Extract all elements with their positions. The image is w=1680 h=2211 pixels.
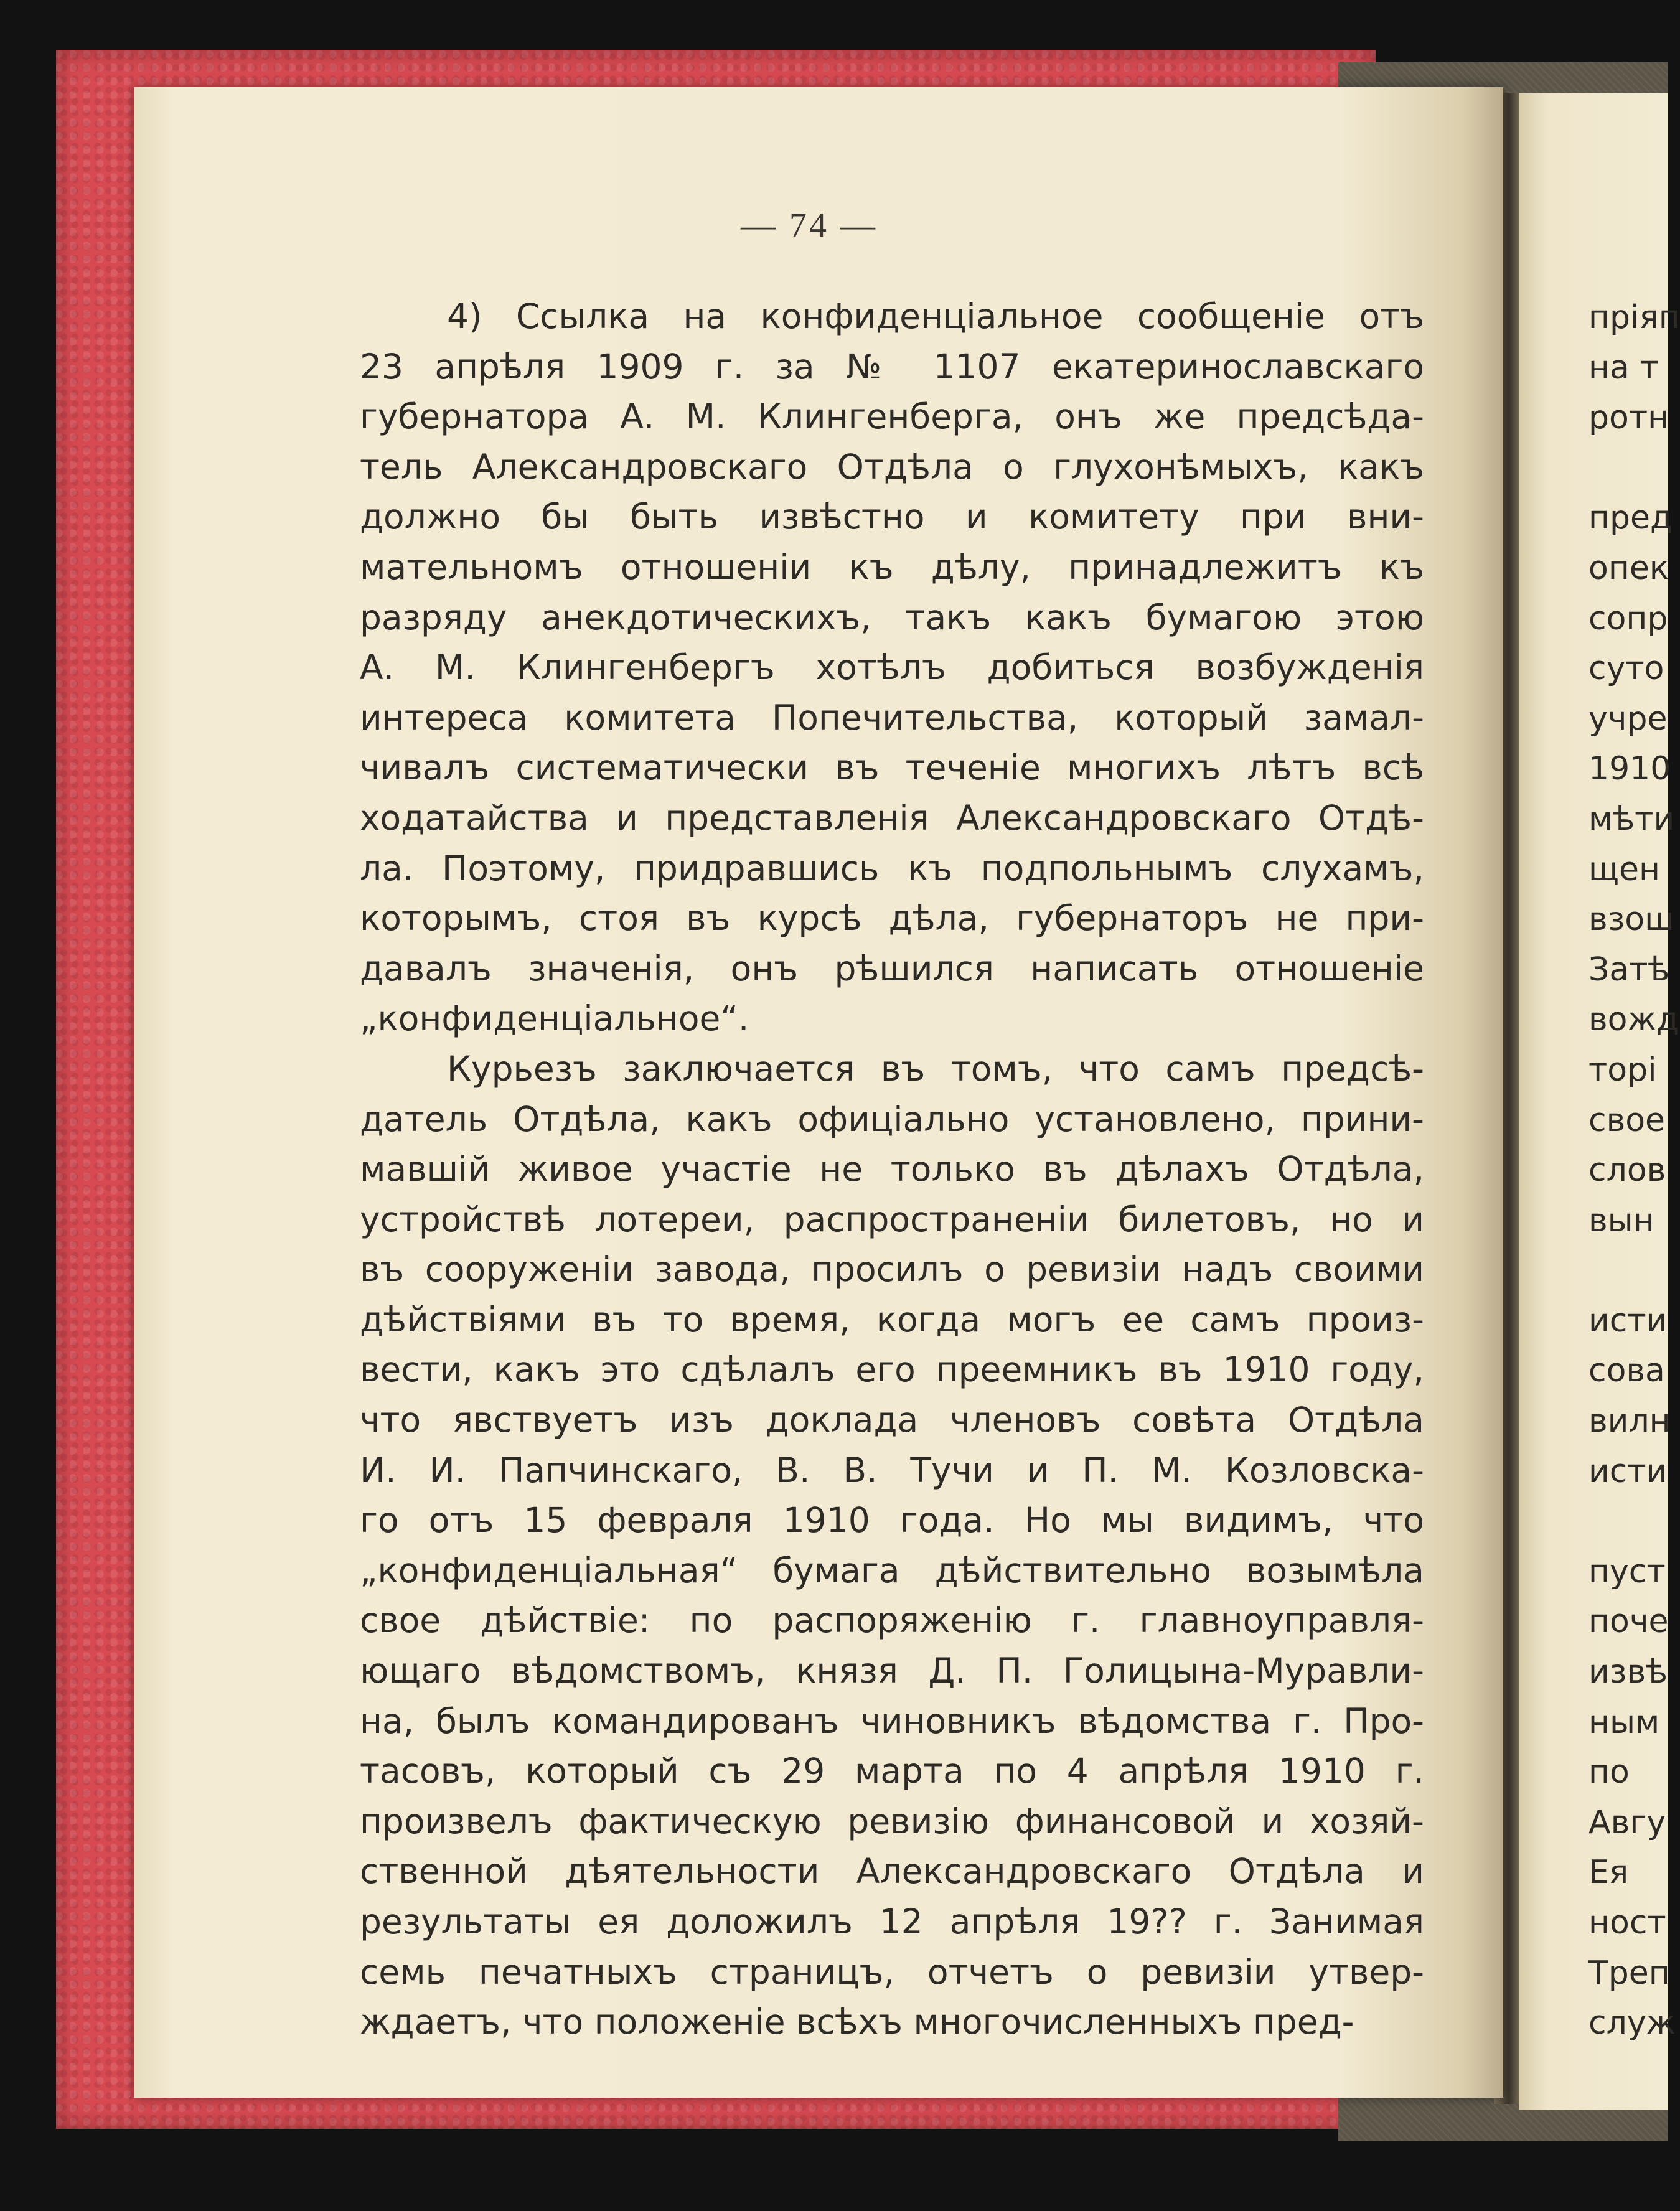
text-line: на, былъ командированъ чиновникъ вѣдомства г. Про- [360, 1701, 1424, 1741]
facing-text-line: вилн [1588, 1402, 1671, 1440]
facing-text-line: ност [1588, 1904, 1666, 1941]
facing-text-line: слов [1588, 1152, 1666, 1190]
facing-text-line [1588, 1246, 1669, 1296]
text-line: въ сооруженіи завода, просилъ о ревизіи надъ своими [360, 1249, 1424, 1290]
facing-text-line [1588, 1496, 1669, 1547]
text-line: разряду анекдотическихъ, такъ какъ бумагою этою [360, 597, 1424, 637]
text-line: которымъ, стоя въ курсѣ дѣла, губернаторъ не при- [360, 898, 1424, 939]
text-line: семь печатныхъ страницъ, отчетъ о ревизіи утвер- [360, 1951, 1424, 1992]
facing-text-line: вожд [1588, 1001, 1679, 1039]
facing-text-line: на т [1588, 349, 1659, 387]
text-line: 23 апрѣля 1909 г. за № 1107 екатеринославскаго [360, 346, 1424, 387]
facing-text-line: пуст [1588, 1552, 1666, 1590]
facing-text-line: учре [1588, 700, 1668, 738]
facing-page-text [1588, 293, 1680, 2049]
text-line: тасовъ, который съ 29 марта по 4 апрѣля 1910 г. [360, 1751, 1424, 1791]
text-line: устройствѣ лотереи, распространеніи билетовъ, но и [360, 1199, 1424, 1239]
facing-text-line: опек [1588, 549, 1669, 587]
facing-text-line: взош [1588, 901, 1674, 939]
text-line: результаты ея доложилъ 12 апрѣля 19?? г. Занимая [360, 1902, 1424, 1941]
text-line: ственной дѣятельности Александровскаго Отдѣла и [360, 1851, 1424, 1892]
facing-text-line: Авгу [1588, 1803, 1666, 1841]
text-line: го отъ 15 февраля 1910 года. Но мы видимъ, что [360, 1500, 1424, 1541]
text-line: мательномъ отношеніи къ дѣлу, принадлежитъ къ [360, 547, 1424, 587]
facing-text-line: щен [1588, 850, 1660, 888]
text-line: датель Отдѣла, какъ офиціально установлено, прини- [360, 1099, 1424, 1139]
facing-text-line: служ [1588, 2004, 1676, 2042]
text-line: ходатайства и представленія Александровскаго Отдѣ- [360, 797, 1424, 838]
facing-text-line: вын [1588, 1201, 1654, 1239]
text-line: интереса комитета Попечительства, который замал- [360, 697, 1424, 738]
text-line: Курьезъ заключается въ томъ, что самъ предсѣ- [447, 1048, 1424, 1089]
text-line: ющаго вѣдомствомъ, князя Д. П. Голицына-Муравли- [360, 1651, 1424, 1691]
text-line: свое дѣйствіе: по распоряженію г. главноуправля- [360, 1600, 1424, 1641]
text-line: произвелъ фактическую ревизію финансовой и хозяй- [360, 1801, 1424, 1841]
text-line: мавшій живое участіе не только въ дѣлахъ Отдѣла, [360, 1149, 1424, 1190]
facing-text-line: торі [1588, 1051, 1657, 1089]
facing-text-line: исти [1588, 1302, 1668, 1340]
facing-text-line: свое [1588, 1101, 1666, 1139]
facing-text-line [1588, 443, 1669, 494]
facing-text-line: мѣти [1588, 800, 1675, 838]
text-line: давалъ значенія, онъ рѣшился написать отношеніе [360, 948, 1424, 988]
text-line: А. М. Клингенбергъ хотѣлъ добиться возбужденія [360, 647, 1424, 688]
facing-text-line: поче [1588, 1603, 1669, 1641]
facing-text-line: пред [1588, 499, 1673, 537]
text-line: что явствуетъ изъ доклада членовъ совѣта Отдѣла [360, 1400, 1424, 1440]
text-line: 4) Ссылка на конфиденціальное сообщеніе отъ [447, 296, 1424, 336]
text-line: „конфиденціальная“ бумага дѣйствительно возымѣла [360, 1550, 1424, 1590]
facing-text-line: 1910 [1588, 750, 1671, 788]
text-line: И. И. Папчинскаго, В. В. Тучи и П. М. Козловска- [360, 1450, 1424, 1490]
facing-text-line: ротн [1588, 399, 1669, 437]
facing-text-line: сова [1588, 1352, 1665, 1390]
text-line: должно бы быть извѣстно и комитету при вни- [360, 497, 1424, 537]
text-line: дѣйствіями въ то время, когда могъ ее самъ произ- [360, 1299, 1424, 1340]
text-line: „конфиденціальное“. [360, 998, 749, 1039]
text-line: ждаетъ, что положеніе всѣхъ многочисленныхъ пред- [360, 2002, 1354, 2042]
text-line: тель Александровскаго Отдѣла о глухонѣмыхъ, какъ [360, 446, 1424, 487]
facing-text-line: исти [1588, 1452, 1668, 1490]
page-number: — 74 — [741, 206, 878, 245]
facing-text-line: пріяп [1588, 299, 1680, 336]
facing-text-line: суто [1588, 650, 1664, 688]
facing-text-line: Ея [1588, 1854, 1629, 1892]
text-line: вести, какъ это сдѣлалъ его преемникъ въ 1910 году, [360, 1350, 1424, 1390]
facing-text-line: Затѣ [1588, 951, 1670, 988]
text-line: ла. Поэтому, придравшись къ подпольнымъ слухамъ, [360, 848, 1424, 888]
facing-text-line: сопр [1588, 599, 1668, 637]
text-line: чивалъ систематически въ теченіе многихъ лѣтъ всѣ [360, 748, 1424, 788]
text-line: губернатора А. М. Клингенберга, онъ же предсѣда- [360, 397, 1424, 437]
facing-text-line: Треп [1588, 1954, 1670, 1992]
facing-text-line: извѣ [1588, 1653, 1668, 1691]
facing-text-line: по [1588, 1753, 1630, 1791]
page-text [360, 291, 1424, 2047]
facing-text-line: ным [1588, 1703, 1660, 1741]
